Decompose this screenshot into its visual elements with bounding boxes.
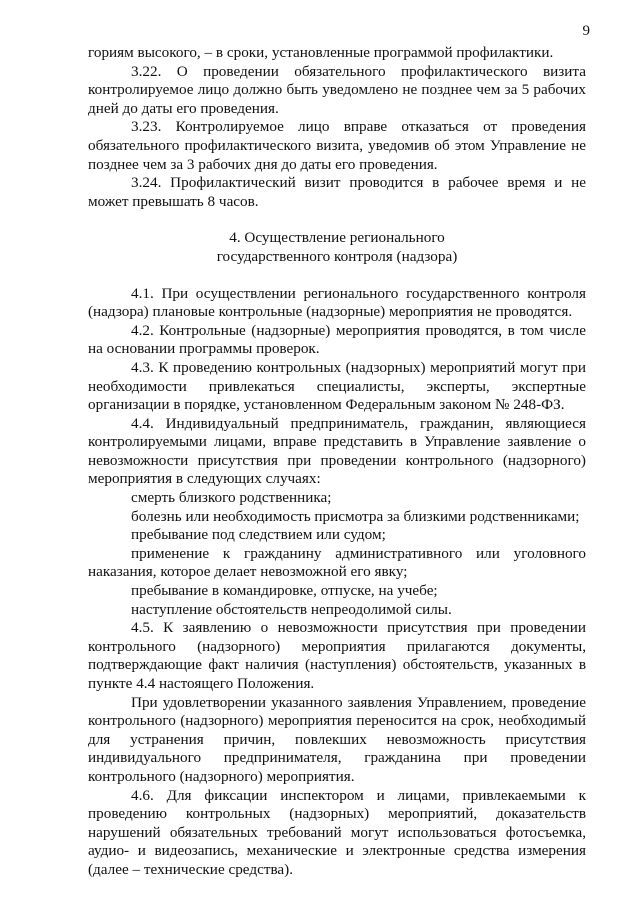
paragraph-4-3: 4.3. К проведению контрольных (надзорных) мероприятий могут при необходимости привлекаться специалисты, эксперты, экспертные организации в порядке, установленном Федеральным законом № 248-ФЗ.	[88, 358, 586, 414]
paragraph-3-22: 3.22. О проведении обязательного профилактического визита контролируемое лицо должно быть уведомлено не позднее чем за 5 рабочих дней до даты его проведения.	[88, 62, 586, 117]
paragraph-4-4: 4.4. Индивидуальный предприниматель, гражданин, являющиеся контролируемыми лицами, вправе представить в Управление заявление о невозможности присутствия при проведении контрольного (надзорного) мероприятия в следующих случаях:	[88, 414, 586, 488]
page-number: 9	[582, 23, 590, 39]
paragraph-4-1: 4.1. При осуществлении регионального государственного контроля (надзора) плановые контрольные (надзорные) мероприятия не проводятся.	[88, 284, 586, 321]
list-item: пребывание под следствием или судом;	[131, 526, 386, 544]
list-item: смерть близкого родственника;	[131, 489, 332, 507]
section-heading-line-2: государственного контроля (надзора)	[216, 247, 458, 265]
paragraph-4-5: 4.5. К заявлению о невозможности присутствия при проведении контрольного (надзорного) мероприятия прилагаются документы, подтверждающие факт наличия (наступления) обстоятельств, указанных в пункте 4.4 настоящего Положения.	[88, 619, 586, 692]
paragraph-3-23: 3.23. Контролируемое лицо вправе отказаться от проведения обязательного профилактического визита, уведомив об этом Управление не позднее чем за 3 рабочих дня до даты его проведения.	[88, 118, 586, 173]
paragraph-4-2: 4.2. Контрольные (надзорные) мероприятия проводятся, в том числе на основании программы проверок.	[88, 321, 586, 358]
list-item: болезнь или необходимость присмотра за близкими родственниками;	[131, 507, 580, 525]
section-heading-line-1: 4. Осуществление регионального	[229, 229, 445, 247]
paragraph-4-6: 4.6. Для фиксации инспектором и лицами, привлекаемыми к проведению контрольных (надзорных) мероприятий, доказательств нарушений обязательных требований могут использоваться фотосъемка, аудио- и видеозапись, механические и электронные средства измерения (далее – технические средства).	[88, 786, 586, 878]
paragraph-4-5-continued: При удовлетворении указанного заявления Управлением, проведение контрольного (надзорного) мероприятия переносится на срок, необходимый для устранения причин, повлекших невозможность присутствия индивидуального предпринимателя, гражданина при проведении контрольного (надзорного) мероприятия.	[88, 693, 586, 785]
list-item: наступление обстоятельств непреодолимой силы.	[131, 600, 452, 618]
list-item: применение к гражданину административного или уголовного наказания, которое делает невозможной его явку;	[88, 544, 586, 581]
paragraph-continuation: гориям высокого, – в сроки, установленные программой профилактики.	[88, 44, 554, 61]
section-heading	[88, 229, 586, 266]
paragraph-3-24: 3.24. Профилактический визит проводится в рабочее время и не может превышать 8 часов.	[88, 174, 586, 210]
document-body	[88, 44, 586, 880]
list-item: пребывание в командировке, отпуске, на учебе;	[131, 582, 438, 600]
